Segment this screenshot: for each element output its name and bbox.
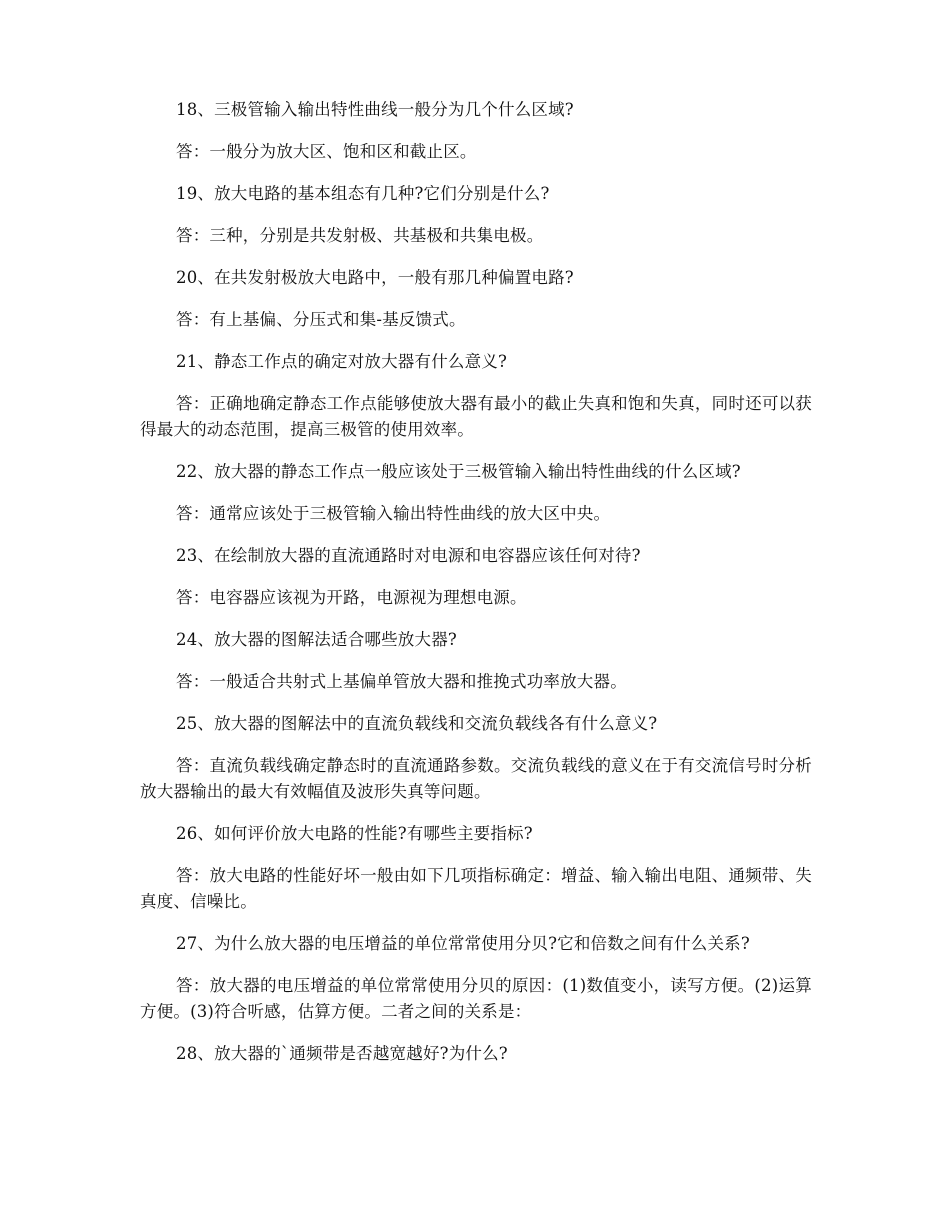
document-page — [140, 97, 812, 1083]
answer-21: 答：正确地确定静态工作点能够使放大器有最小的截止失真和饱和失真，同时还可以获得最大的动态范围，提高三极管的使用效率。 — [140, 394, 812, 439]
answer-26: 答：放大电路的性能好坏一般由如下几项指标确定：增益、输入输出电阻、通频带、失真度、信噪比。 — [140, 866, 812, 911]
answer-23: 答：电容器应该视为开路，电源视为理想电源。 — [176, 588, 527, 607]
answer-19: 答：三种，分别是共发射极、共基极和共集电极。 — [176, 226, 544, 245]
question-27: 27、为什么放大器的电压增益的单位常常使用分贝?它和倍数之间有什么关系? — [176, 934, 750, 953]
answer-27: 答：放大器的电压增益的单位常常使用分贝的原因：(1)数值变小，读写方便。(2)运算方便。(3)符合听感，估算方便。二者之间的关系是： — [140, 976, 812, 1021]
question-28: 28、放大器的`通频带是否越宽越好?为什么? — [176, 1044, 508, 1063]
question-25: 25、放大器的图解法中的直流负载线和交流负载线各有什么意义? — [176, 714, 658, 733]
question-19: 19、放大电路的基本组态有几种?它们分别是什么? — [176, 184, 550, 203]
question-23: 23、在绘制放大器的直流通路时对电源和电容器应该任何对待? — [176, 546, 641, 565]
answer-20: 答：有上基偏、分压式和集-基反馈式。 — [176, 310, 466, 329]
question-18: 18、三极管输入输出特性曲线一般分为几个什么区域? — [176, 100, 574, 119]
answer-25: 答：直流负载线确定静态时的直流通路参数。交流负载线的意义在于有交流信号时分析放大器输出的最大有效幅值及波形失真等问题。 — [140, 756, 812, 801]
question-20: 20、在共发射极放大电路中，一般有那几种偏置电路? — [176, 268, 574, 287]
answer-22: 答：通常应该处于三极管输入输出特性曲线的放大区中央。 — [176, 504, 611, 523]
question-26: 26、如何评价放大电路的性能?有哪些主要指标? — [176, 824, 533, 843]
question-21: 21、静态工作点的确定对放大器有什么意义? — [176, 352, 508, 371]
answer-24: 答：一般适合共射式上基偏单管放大器和推挽式功率放大器。 — [176, 672, 627, 691]
question-22: 22、放大器的静态工作点一般应该处于三极管输入输出特性曲线的什么区域? — [176, 462, 741, 481]
question-24: 24、放大器的图解法适合哪些放大器? — [176, 630, 457, 649]
answer-18: 答：一般分为放大区、饱和区和截止区。 — [176, 142, 477, 161]
